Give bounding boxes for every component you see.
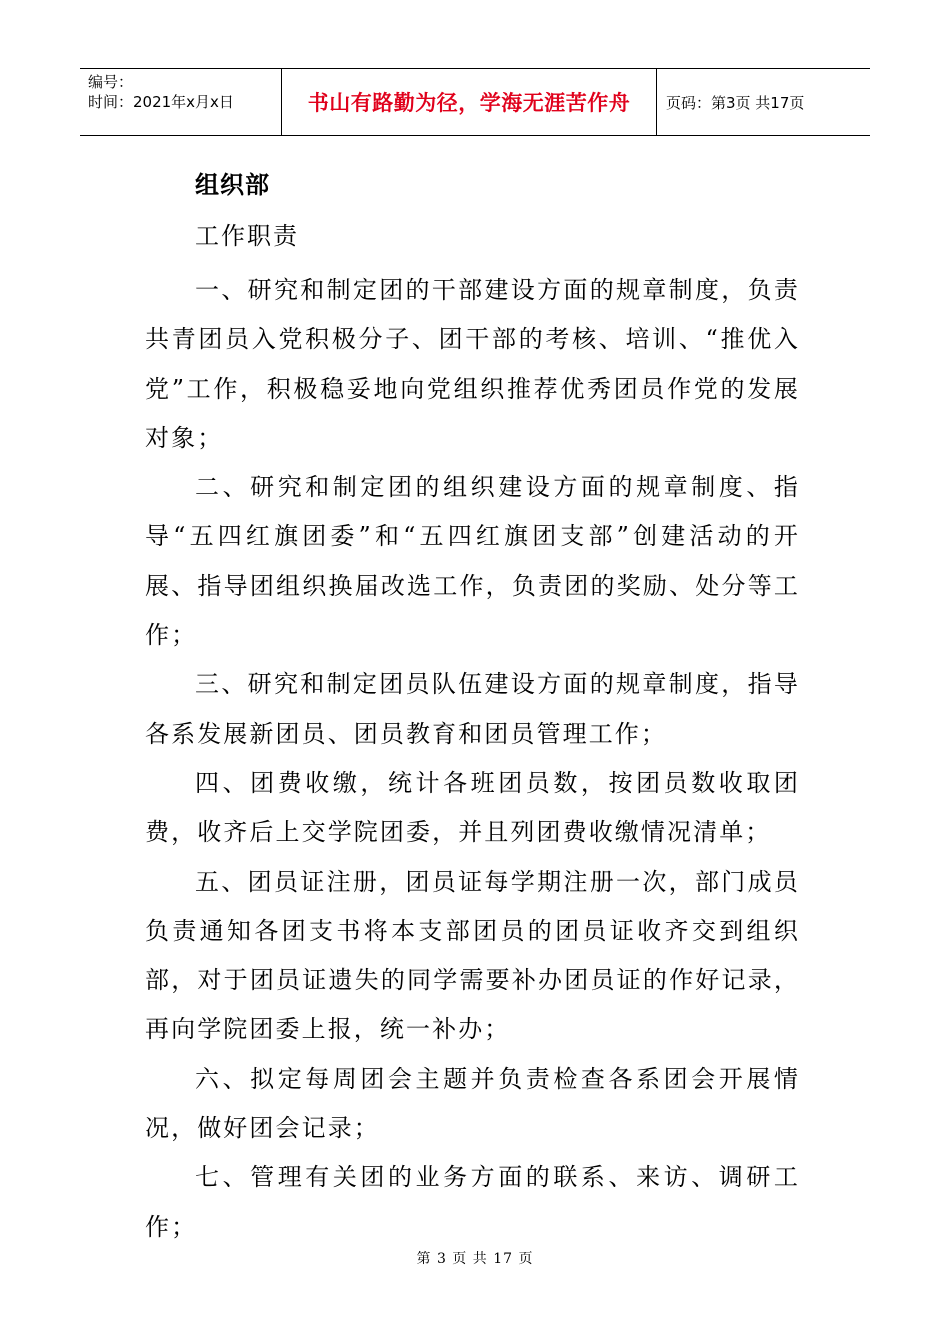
duties-list — [145, 266, 800, 1252]
header-motto: 书山有路勤为径，学海无涯苦作舟 — [282, 69, 657, 135]
duty-paragraph: 四、团费收缴，统计各班团员数，按团员数收取团费，收齐后上交学院团委，并且列团费收缴情况清单； — [145, 768, 800, 847]
duty-paragraph: 一、研究和制定团的干部建设方面的规章制度，负责共青团员入党积极分子、团干部的考核、培训、“推优入党”工作，积极稳妥地向党组织推荐优秀团员作党的发展对象； — [145, 276, 800, 452]
duty-paragraph: 六、拟定每周团会主题并负责检查各系团会开展情况，做好团会记录； — [145, 1064, 800, 1143]
duty-paragraph: 七、管理有关团的业务方面的联系、来访、调研工作； — [145, 1163, 800, 1241]
document-time-label: 时间：2021年x月x日 — [88, 93, 234, 111]
duty-paragraph: 三、研究和制定团员队伍建设方面的规章制度，指导各系发展新团员、团员教育和团员管理工作； — [145, 670, 800, 748]
header-page-code: 页码：第3页 共17页 — [666, 93, 805, 112]
duty-paragraph: 五、团员证注册，团员证每学期注册一次，部门成员负责通知各团支书将本支部团员的团员证收齐交到组织部，对于团员证遗失的同学需要补办团员证的作好记录，再向学院团委上报，统一补办； — [145, 867, 800, 1044]
department-title: 组织部 — [195, 171, 270, 199]
document-number-label: 编号： — [88, 73, 134, 91]
page-header — [80, 68, 870, 136]
header-meta — [80, 69, 282, 135]
duty-paragraph: 二、研究和制定团的组织建设方面的规章制度、指导“五四红旗团委”和“五四红旗团支部”创建活动的开展、指导团组织换届改选工作，负责团的奖励、处分等工作； — [145, 473, 800, 650]
section-title: 工作职责 — [195, 222, 299, 250]
page-footer: 第 3 页 共 17 页 — [416, 1251, 534, 1267]
